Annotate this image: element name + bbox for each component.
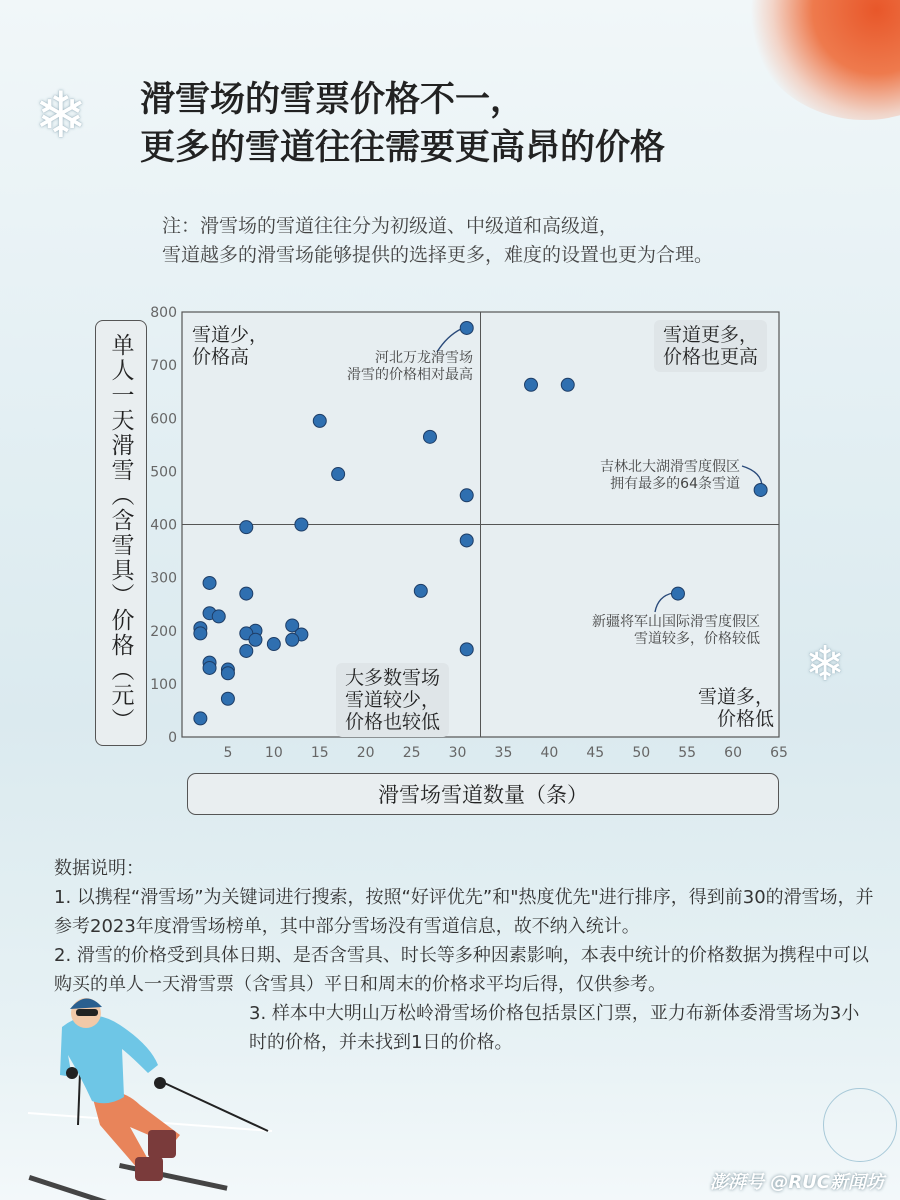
y-tick-label: 800: [150, 305, 177, 321]
y-tick-label: 400: [150, 517, 177, 534]
annotation-beidahu: 吉林北大湖滑雪度假区 拥有最多的64条雪道: [600, 459, 740, 492]
annotation-jiangjunshan: 新疆将军山国际滑雪度假区 雪道较多，价格较低: [592, 614, 760, 647]
scatter-point: [754, 483, 767, 496]
scatter-point: [460, 534, 473, 547]
title-line: 滑雪场的雪票价格不一，: [140, 80, 526, 120]
y-tick-label: 300: [150, 570, 177, 587]
scatter-point: [460, 321, 473, 334]
x-tick-label: 50: [632, 745, 651, 761]
note-line: 注：滑雪场的雪道往往分为初级道、中级道和高级道，: [162, 215, 619, 237]
x-tick-label: 5: [223, 745, 233, 761]
snowflake-icon: ❄: [805, 636, 846, 692]
x-tick-label: 40: [540, 745, 559, 761]
scatter-point: [313, 414, 326, 427]
annotation-wanlong: 河北万龙滑雪场 滑雪的价格相对最高: [347, 350, 473, 383]
x-axis-label-box: [187, 773, 779, 815]
quadrant-label-top-left: 雪道少， 价格高: [192, 324, 269, 368]
scatter-point: [414, 584, 427, 597]
scatter-point: [203, 576, 216, 589]
scatter-point: [240, 587, 253, 600]
y-axis-label: 单人一天滑雪（含雪具）价格（元）: [107, 333, 134, 733]
scatter-point: [460, 489, 473, 502]
watermark: 澎湃号 @RUC新闻坊: [710, 1172, 884, 1193]
x-axis-ticks: [223, 745, 787, 761]
x-tick-label: 35: [494, 745, 513, 761]
x-tick-label: 30: [448, 745, 467, 761]
x-tick-label: 20: [356, 745, 375, 761]
scatter-point: [423, 430, 436, 443]
x-tick-label: 45: [586, 745, 605, 761]
y-axis-label-box: [95, 320, 147, 746]
scatter-point: [286, 633, 299, 646]
scatter-point: [212, 610, 225, 623]
x-tick-label: 55: [678, 745, 697, 761]
scatter-point: [267, 638, 280, 651]
note-line: 雪道越多的滑雪场能够提供的选择更多，难度的设置也更为合理。: [162, 244, 714, 266]
title-line: 更多的雪道往往需要更高昂的价格: [140, 128, 666, 168]
y-tick-label: 700: [150, 358, 177, 375]
data-note-item: 2. 滑雪的价格受到具体日期、是否含雪具、时长等多种因素影响，本表中统计的价格数据为携程中可以购买的单人一天滑雪票（含雪具）平日和周末的价格求平均后得，仅供参考。: [54, 945, 869, 995]
snowflake-icon: ❄: [34, 79, 88, 153]
x-tick-label: 60: [724, 745, 742, 761]
scatter-point: [240, 521, 253, 534]
scatter-point: [194, 627, 207, 640]
quadrant-label-top-right: 雪道更多， 价格也更高: [654, 320, 767, 372]
y-tick-label: 600: [150, 411, 177, 428]
scatter-point: [249, 633, 262, 646]
x-tick-label: 65: [770, 745, 788, 761]
scatter-point: [221, 667, 234, 680]
x-tick-label: 15: [310, 745, 329, 761]
data-notes-heading: 数据说明：: [54, 858, 144, 879]
skier-illustration: [0, 985, 290, 1200]
scatter-point: [525, 378, 538, 391]
scatter-point: [240, 644, 253, 657]
x-axis-label: 滑雪场雪道数量（条）: [378, 783, 588, 807]
scatter-point: [203, 661, 216, 674]
y-axis-ticks: [150, 305, 177, 746]
news-studio-stamp: [823, 1088, 897, 1162]
scatter-point: [332, 468, 345, 481]
quadrant-label-bottom-left: 大多数雪场 雪道较少， 价格也较低: [336, 663, 449, 737]
scatter-point: [561, 378, 574, 391]
data-note-item: 3. 样本中大明山万松岭滑雪场价格包括景区门票，亚力布新体委滑雪场为3小时的价格，并未找到1日的价格。: [249, 1003, 860, 1053]
scatter-point: [671, 587, 684, 600]
x-tick-label: 25: [402, 745, 421, 761]
scatter-point: [221, 692, 234, 705]
y-tick-label: 200: [150, 623, 177, 640]
quadrant-label-bottom-right: 雪道多， 价格低: [698, 686, 775, 730]
y-tick-label: 100: [150, 676, 177, 693]
scatter-point: [295, 518, 308, 531]
data-note-item: 1. 以携程“滑雪场”为关键词进行搜索，按照“好评优先”和"热度优先"进行排序，得到前30的滑雪场，并参考2023年度滑雪场榜单，其中部分雪场没有雪道信息，故不纳入统计。: [54, 887, 874, 937]
scatter-point: [194, 712, 207, 725]
y-tick-label: 0: [168, 730, 177, 746]
y-tick-label: 500: [150, 464, 177, 481]
scatter-point: [460, 643, 473, 656]
x-tick-label: 10: [264, 745, 283, 761]
